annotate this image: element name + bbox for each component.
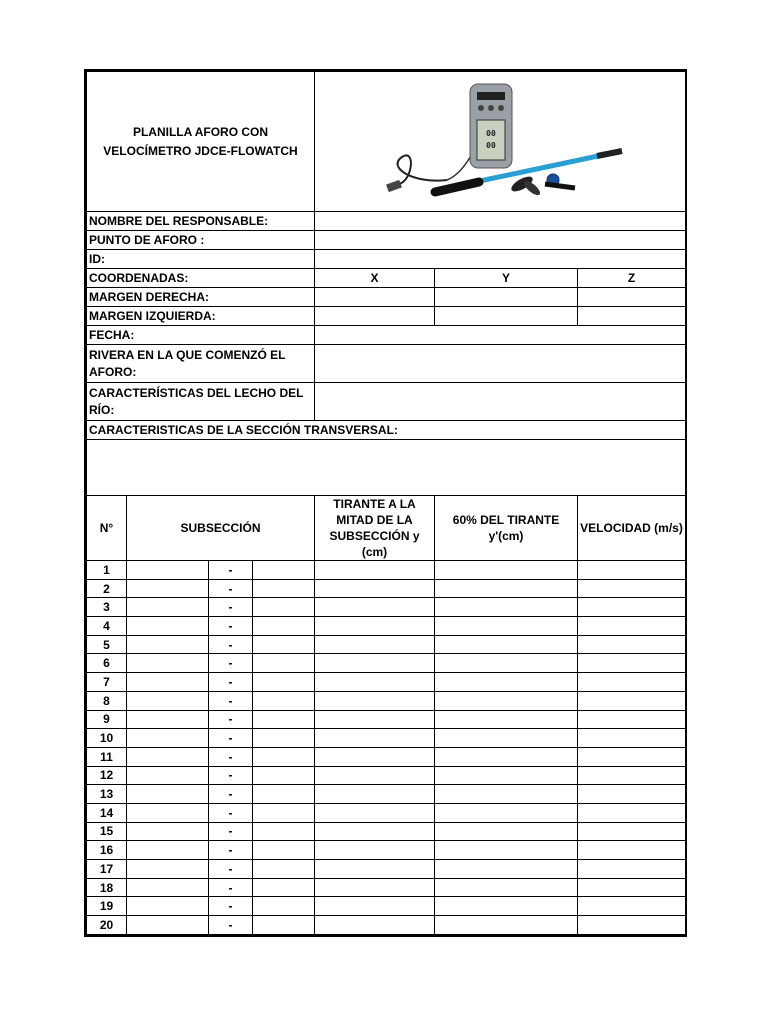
tirante-cell[interactable] bbox=[315, 841, 435, 860]
tirante-cell[interactable] bbox=[315, 579, 435, 598]
row-number: 14 bbox=[87, 803, 127, 822]
subseccion-from[interactable] bbox=[127, 747, 209, 766]
tirante-cell[interactable] bbox=[315, 635, 435, 654]
subseccion-dash: - bbox=[209, 822, 253, 841]
subseccion-dash: - bbox=[209, 803, 253, 822]
subseccion-dash: - bbox=[209, 878, 253, 897]
subseccion-from[interactable] bbox=[127, 785, 209, 804]
seccion-transversal-field[interactable] bbox=[87, 440, 686, 496]
subseccion-dash: - bbox=[209, 785, 253, 804]
subseccion-dash: - bbox=[209, 598, 253, 617]
subseccion-dash: - bbox=[209, 635, 253, 654]
coord-z-header: Z bbox=[578, 269, 686, 288]
velocidad-cell[interactable] bbox=[578, 691, 686, 710]
sesenta-cell[interactable] bbox=[435, 729, 578, 748]
tirante-cell[interactable] bbox=[315, 916, 435, 935]
subseccion-dash: - bbox=[209, 654, 253, 673]
subseccion-to[interactable] bbox=[253, 561, 315, 580]
row-number: 15 bbox=[87, 822, 127, 841]
tirante-cell[interactable] bbox=[315, 617, 435, 636]
table-row bbox=[87, 673, 686, 692]
subseccion-dash: - bbox=[209, 766, 253, 785]
row-number: 19 bbox=[87, 897, 127, 916]
sesenta-cell[interactable] bbox=[435, 822, 578, 841]
subseccion-to[interactable] bbox=[253, 841, 315, 860]
velocidad-cell[interactable] bbox=[578, 822, 686, 841]
subseccion-from[interactable] bbox=[127, 691, 209, 710]
subseccion-to[interactable] bbox=[253, 803, 315, 822]
subseccion-dash: - bbox=[209, 916, 253, 935]
row-number: 20 bbox=[87, 916, 127, 935]
row-number: 17 bbox=[87, 860, 127, 879]
label-responsable: NOMBRE DEL RESPONSABLE: bbox=[87, 212, 315, 231]
tirante-cell[interactable] bbox=[315, 598, 435, 617]
margen-derecha-y[interactable] bbox=[435, 288, 578, 307]
velocidad-cell[interactable] bbox=[578, 635, 686, 654]
form-title: PLANILLA AFORO CON VELOCÍMETRO JDCE-FLOWATCH bbox=[87, 72, 315, 212]
header-60-tirante: 60% DEL TIRANTE y'(cm) bbox=[435, 496, 578, 561]
table-row bbox=[87, 561, 686, 580]
sesenta-cell[interactable] bbox=[435, 766, 578, 785]
svg-text:00: 00 bbox=[486, 129, 496, 138]
subseccion-from[interactable] bbox=[127, 878, 209, 897]
velocidad-cell[interactable] bbox=[578, 766, 686, 785]
label-seccion-transversal: CARACTERISTICAS DE LA SECCIÓN TRANSVERSAL: bbox=[87, 421, 686, 440]
subseccion-to[interactable] bbox=[253, 860, 315, 879]
table-row bbox=[87, 916, 686, 935]
sesenta-cell[interactable] bbox=[435, 691, 578, 710]
subseccion-dash: - bbox=[209, 617, 253, 636]
subseccion-to[interactable] bbox=[253, 710, 315, 729]
row-number: 12 bbox=[87, 766, 127, 785]
subseccion-from[interactable] bbox=[127, 916, 209, 935]
sesenta-cell[interactable] bbox=[435, 747, 578, 766]
velocidad-cell[interactable] bbox=[578, 747, 686, 766]
lecho-field[interactable] bbox=[315, 383, 686, 421]
label-fecha: FECHA: bbox=[87, 326, 315, 345]
subseccion-from[interactable] bbox=[127, 673, 209, 692]
tirante-cell[interactable] bbox=[315, 766, 435, 785]
tirante-cell[interactable] bbox=[315, 561, 435, 580]
subseccion-dash: - bbox=[209, 673, 253, 692]
label-coordenadas: COORDENADAS: bbox=[87, 269, 315, 288]
velocidad-cell[interactable] bbox=[578, 579, 686, 598]
velocidad-cell[interactable] bbox=[578, 673, 686, 692]
tirante-cell[interactable] bbox=[315, 691, 435, 710]
row-number: 13 bbox=[87, 785, 127, 804]
row-number: 7 bbox=[87, 673, 127, 692]
sesenta-cell[interactable] bbox=[435, 579, 578, 598]
table-row bbox=[87, 803, 686, 822]
table-row bbox=[87, 785, 686, 804]
row-number: 16 bbox=[87, 841, 127, 860]
margen-izquierda-z[interactable] bbox=[578, 307, 686, 326]
table-row bbox=[87, 897, 686, 916]
subseccion-to[interactable] bbox=[253, 878, 315, 897]
velocidad-cell[interactable] bbox=[578, 841, 686, 860]
subseccion-dash: - bbox=[209, 729, 253, 748]
row-number: 11 bbox=[87, 747, 127, 766]
subseccion-dash: - bbox=[209, 579, 253, 598]
sesenta-cell[interactable] bbox=[435, 617, 578, 636]
row-number: 9 bbox=[87, 710, 127, 729]
table-row bbox=[87, 822, 686, 841]
aforo-form-table bbox=[86, 71, 686, 935]
table-row bbox=[87, 635, 686, 654]
table-row bbox=[87, 747, 686, 766]
sesenta-cell[interactable] bbox=[435, 673, 578, 692]
subseccion-dash: - bbox=[209, 860, 253, 879]
subseccion-to[interactable] bbox=[253, 729, 315, 748]
subseccion-from[interactable] bbox=[127, 803, 209, 822]
table-row bbox=[87, 579, 686, 598]
subseccion-to[interactable] bbox=[253, 617, 315, 636]
subseccion-from[interactable] bbox=[127, 766, 209, 785]
subseccion-dash: - bbox=[209, 561, 253, 580]
subseccion-to[interactable] bbox=[253, 747, 315, 766]
subseccion-to[interactable] bbox=[253, 598, 315, 617]
subseccion-from[interactable] bbox=[127, 729, 209, 748]
tirante-cell[interactable] bbox=[315, 860, 435, 879]
sesenta-cell[interactable] bbox=[435, 878, 578, 897]
row-number: 10 bbox=[87, 729, 127, 748]
row-number: 5 bbox=[87, 635, 127, 654]
table-row bbox=[87, 598, 686, 617]
sesenta-cell[interactable] bbox=[435, 710, 578, 729]
header-velocidad: VELOCIDAD (m/s) bbox=[578, 496, 686, 561]
tirante-cell[interactable] bbox=[315, 897, 435, 916]
subseccion-to[interactable] bbox=[253, 673, 315, 692]
label-margen-derecha: MARGEN DERECHA: bbox=[87, 288, 315, 307]
velocidad-cell[interactable] bbox=[578, 617, 686, 636]
subseccion-to[interactable] bbox=[253, 822, 315, 841]
subseccion-from[interactable] bbox=[127, 617, 209, 636]
velocidad-cell[interactable] bbox=[578, 897, 686, 916]
subseccion-from[interactable] bbox=[127, 841, 209, 860]
tirante-cell[interactable] bbox=[315, 785, 435, 804]
subseccion-to[interactable] bbox=[253, 916, 315, 935]
table-row bbox=[87, 841, 686, 860]
subseccion-from[interactable] bbox=[127, 598, 209, 617]
table-row bbox=[87, 766, 686, 785]
sesenta-cell[interactable] bbox=[435, 860, 578, 879]
sesenta-cell[interactable] bbox=[435, 785, 578, 804]
velocidad-cell[interactable] bbox=[578, 710, 686, 729]
label-margen-izquierda: MARGEN IZQUIERDA: bbox=[87, 307, 315, 326]
velocidad-cell[interactable] bbox=[578, 785, 686, 804]
row-number: 4 bbox=[87, 617, 127, 636]
sesenta-cell[interactable] bbox=[435, 841, 578, 860]
label-rivera: RIVERA EN LA QUE COMENZÓ EL AFORO: bbox=[87, 345, 315, 383]
coord-x-header: X bbox=[315, 269, 435, 288]
sesenta-cell[interactable] bbox=[435, 916, 578, 935]
subseccion-to[interactable] bbox=[253, 635, 315, 654]
fecha-field[interactable] bbox=[315, 326, 686, 345]
velocidad-cell[interactable] bbox=[578, 598, 686, 617]
tirante-cell[interactable] bbox=[315, 878, 435, 897]
tirante-cell[interactable] bbox=[315, 747, 435, 766]
subseccion-to[interactable] bbox=[253, 897, 315, 916]
subseccion-to[interactable] bbox=[253, 654, 315, 673]
header-n: N° bbox=[87, 496, 127, 561]
coord-y-header: Y bbox=[435, 269, 578, 288]
subseccion-dash: - bbox=[209, 897, 253, 916]
margen-derecha-x[interactable] bbox=[315, 288, 435, 307]
header-tirante: TIRANTE A LA MITAD DE LA SUBSECCIÓN y (cm) bbox=[315, 496, 435, 561]
table-row bbox=[87, 729, 686, 748]
table-row bbox=[87, 617, 686, 636]
tirante-cell[interactable] bbox=[315, 822, 435, 841]
velocidad-cell[interactable] bbox=[578, 916, 686, 935]
row-number: 8 bbox=[87, 691, 127, 710]
tirante-cell[interactable] bbox=[315, 673, 435, 692]
margen-derecha-z[interactable] bbox=[578, 288, 686, 307]
sesenta-cell[interactable] bbox=[435, 598, 578, 617]
rivera-field[interactable] bbox=[315, 345, 686, 383]
table-row bbox=[87, 860, 686, 879]
id-field[interactable] bbox=[315, 250, 686, 269]
flow-meter-device-icon bbox=[317, 72, 686, 208]
tirante-cell[interactable] bbox=[315, 710, 435, 729]
velocidad-cell[interactable] bbox=[578, 860, 686, 879]
subseccion-from[interactable] bbox=[127, 822, 209, 841]
tirante-cell[interactable] bbox=[315, 654, 435, 673]
label-punto-aforo: PUNTO DE AFORO : bbox=[87, 231, 315, 250]
row-number: 18 bbox=[87, 878, 127, 897]
sesenta-cell[interactable] bbox=[435, 654, 578, 673]
velocidad-cell[interactable] bbox=[578, 803, 686, 822]
subseccion-to[interactable] bbox=[253, 766, 315, 785]
sesenta-cell[interactable] bbox=[435, 635, 578, 654]
row-number: 2 bbox=[87, 579, 127, 598]
subseccion-dash: - bbox=[209, 710, 253, 729]
subseccion-dash: - bbox=[209, 747, 253, 766]
subseccion-to[interactable] bbox=[253, 785, 315, 804]
sesenta-cell[interactable] bbox=[435, 897, 578, 916]
row-number: 1 bbox=[87, 561, 127, 580]
table-row bbox=[87, 654, 686, 673]
punto-aforo-field[interactable] bbox=[315, 231, 686, 250]
table-row bbox=[87, 710, 686, 729]
subseccion-from[interactable] bbox=[127, 561, 209, 580]
subseccion-from[interactable] bbox=[127, 897, 209, 916]
velocidad-cell[interactable] bbox=[578, 654, 686, 673]
subseccion-to[interactable] bbox=[253, 691, 315, 710]
velocidad-cell[interactable] bbox=[578, 878, 686, 897]
velocidad-cell[interactable] bbox=[578, 561, 686, 580]
subseccion-from[interactable] bbox=[127, 860, 209, 879]
subseccion-from[interactable] bbox=[127, 710, 209, 729]
header-subseccion: SUBSECCIÓN bbox=[127, 496, 315, 561]
table-row bbox=[87, 878, 686, 897]
subseccion-dash: - bbox=[209, 691, 253, 710]
device-image-cell bbox=[315, 72, 686, 212]
subseccion-from[interactable] bbox=[127, 635, 209, 654]
subseccion-from[interactable] bbox=[127, 579, 209, 598]
subseccion-dash: - bbox=[209, 841, 253, 860]
sesenta-cell[interactable] bbox=[435, 803, 578, 822]
table-row bbox=[87, 691, 686, 710]
tirante-cell[interactable] bbox=[315, 729, 435, 748]
subseccion-to[interactable] bbox=[253, 579, 315, 598]
label-lecho: CARACTERÍSTICAS DEL LECHO DEL RÍO: bbox=[87, 383, 315, 421]
data-rows bbox=[87, 561, 686, 935]
responsable-field[interactable] bbox=[315, 212, 686, 231]
label-id: ID: bbox=[87, 250, 315, 269]
margen-izquierda-x[interactable] bbox=[315, 307, 435, 326]
subseccion-from[interactable] bbox=[127, 654, 209, 673]
form-sheet bbox=[84, 69, 687, 937]
velocidad-cell[interactable] bbox=[578, 729, 686, 748]
sesenta-cell[interactable] bbox=[435, 561, 578, 580]
tirante-cell[interactable] bbox=[315, 803, 435, 822]
margen-izquierda-y[interactable] bbox=[435, 307, 578, 326]
row-number: 3 bbox=[87, 598, 127, 617]
svg-text:00: 00 bbox=[486, 141, 496, 150]
row-number: 6 bbox=[87, 654, 127, 673]
